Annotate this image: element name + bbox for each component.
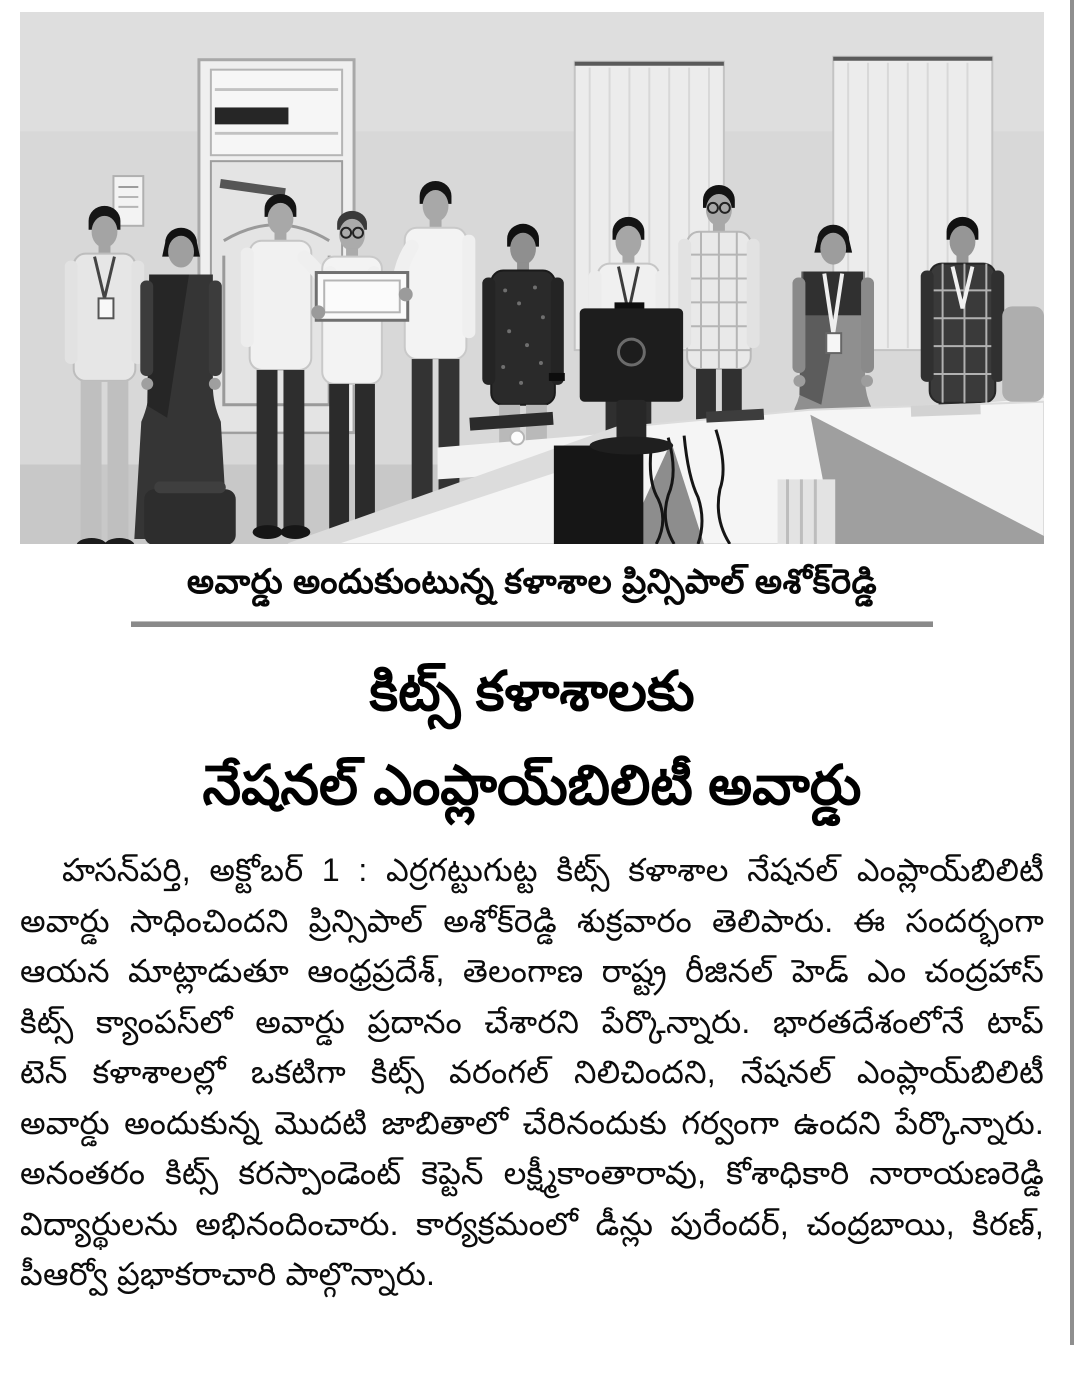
chair-back	[1002, 306, 1044, 401]
news-photo	[20, 12, 1044, 544]
article-line: అవార్డు అందుకున్న మొదటి జాబితాలో చేరినందుకు గర్వంగా ఉందని పేర్కొన్నారు.	[20, 1104, 1044, 1141]
id-badge	[99, 298, 114, 318]
blouse	[803, 272, 863, 316]
monitor-stand	[617, 400, 647, 442]
article-line: విద్యార్థులను అభినందించారు. కార్యక్రమంలో డీన్లు పురేందర్, చంద్రబాయి, కిరణ్,	[20, 1205, 1044, 1242]
headline-line-2: నేషనల్ ఎంప్లాయ్‌బిలిటీ అవార్డు	[202, 754, 862, 816]
cup	[510, 431, 524, 445]
photo-caption: అవార్డు అందుకుంటున్న కళాశాల ప్రిన్సిపాల్ అశోక్‌రెడ్డి	[186, 563, 878, 601]
article-line: ఆయన మాట్లాడుతూ ఆంధ్రప్రదేశ్, తెలంగాణ రాష్ట్ర రీజినల్ హెడ్ ఎం చంద్రహాస్	[20, 953, 1044, 989]
bag-on-floor	[144, 481, 235, 544]
caption-rule	[131, 621, 933, 627]
article-line: కిట్స్ క్యాంపస్‌లో అవార్డు ప్రదానం చేశారని పేర్కొన్నారు. భారతదేశంలోనే టాప్	[20, 1003, 1044, 1040]
column-divider-line	[1070, 0, 1074, 1345]
article-line: అవార్డు సాధించిందని ప్రిన్సిపాల్ అశోక్‌రెడ్డి శుక్రవారం తెలిపారు. ఈ సందర్భంగా	[20, 902, 1044, 939]
table-leg-panel	[778, 479, 836, 544]
door-sign	[215, 107, 289, 124]
article-line: అనంతరం కిట్స్ కరస్పాండెంట్ కెప్టెన్ లక్ష్మీకాంతారావు, కోశాధికారి నారాయణరెడ్డి	[20, 1155, 1044, 1191]
article-line: పీఆర్వో ప్రభాకరాచారి పాల్గొన్నారు.	[20, 1256, 436, 1292]
headline	[20, 661, 1044, 815]
photo-scene	[20, 12, 1044, 544]
article-line: హసన్‌పర్తి, అక్టోబర్ 1 : ఎర్రగట్టుగుట్ట కిట్స్ కళాశాల నేషనల్ ఎంప్లాయ్‌బిలిటీ	[62, 852, 1044, 888]
headline-line-1: కిట్స్ కళాశాలకు	[369, 660, 695, 722]
article-body	[20, 845, 1044, 1300]
news-clipping	[20, 12, 1044, 1300]
monitor-base	[590, 437, 674, 455]
award-certificate	[311, 273, 412, 321]
pc-tower	[554, 446, 643, 544]
article-line: టెన్ కళాశాలల్లో ఒకటిగా కిట్స్ వరంగల్ నిలిచిందని, నేషనల్ ఎంప్లాయ్‌బిలిటీ	[20, 1054, 1044, 1090]
wrist-watch	[549, 373, 565, 381]
